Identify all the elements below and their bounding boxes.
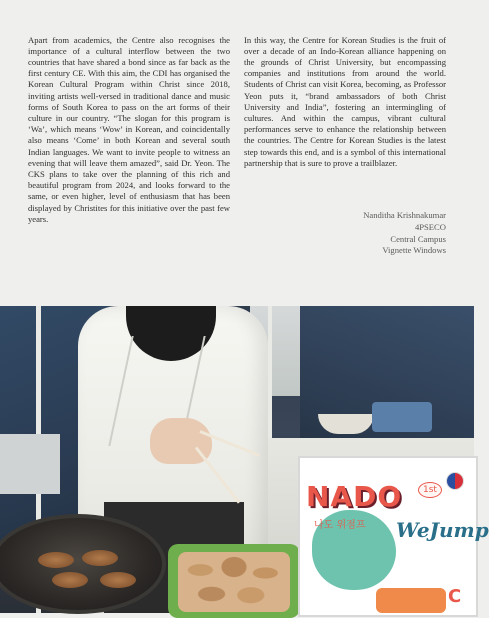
- sign-subtitle: WeJump: [396, 518, 489, 542]
- byline-author: Nanditha Krishnakumar: [363, 210, 446, 220]
- article-column-left: Apart from academics, the Centre also recognises the importance of a cultural interflow between the two countries that have shared a bond since as far back as the first century CE. With this aim, the CDI has organised the Korean Cultural Program within Christ since 2018, inviting artists well-versed in traditional dance and music forms of South Korea to pass on the art forms of their culture in our country. “The slogan for this program is ‘Wa’, which means ‘Wow’ in Korean, and coincidentally also means ‘Come’ in both Korean and several south Indian languages. We want to invite people to witness an evening that will leave them amazed”, said Dr. Yeon. The CKS plans to take over the planning of this rich and beautiful program from 2024, and looks forward to the same, or even higher, level of enthusiasm that has been displayed by Christites for this initiative over the past few years.: [28, 34, 230, 224]
- pancake: [82, 550, 118, 566]
- event-photo: [0, 306, 489, 613]
- pancake: [38, 552, 74, 568]
- sign-corner-letter: C: [448, 586, 462, 607]
- tent-canopy-right: [300, 306, 474, 456]
- table-cloth-left: [0, 434, 60, 494]
- pancake: [100, 572, 136, 588]
- tent-pole: [268, 306, 272, 446]
- pancake: [52, 572, 88, 588]
- article-column-right: In this way, the Centre for Korean Studies is the fruit of over a decade of an Indo-Korean alliance happening on the grounds of Christ University, but encompassing companies and institutions from around the world. Students of Christ can visit Korea, becoming, as Professor Yeon puts it, “brand ambassadors of both Christ University and India”, fostering an intermingling of cultures. And within the campus, vibrant cultural performances serve to enhance the relationship between the countries. The Centre for Korean Studies is the latest step towards this end, and is a symbol of this international partnership that is sure to prove a trailblazer.: [244, 34, 446, 168]
- sign-title: NADO: [306, 480, 403, 513]
- sign-korean-text: 나도 위점프: [314, 520, 366, 531]
- byline-campus: Central Campus: [390, 233, 446, 244]
- byline: [363, 210, 446, 257]
- article-text-area: [0, 0, 474, 306]
- byline-publication: Vignette Windows: [382, 245, 446, 256]
- byline-class: 4PSECO: [414, 221, 446, 232]
- korean-flag-icon: [446, 472, 464, 490]
- tray-food: [178, 552, 290, 612]
- blue-container: [372, 402, 432, 432]
- orange-container: [376, 588, 446, 613]
- sign-edition-badge: 1st: [418, 482, 442, 498]
